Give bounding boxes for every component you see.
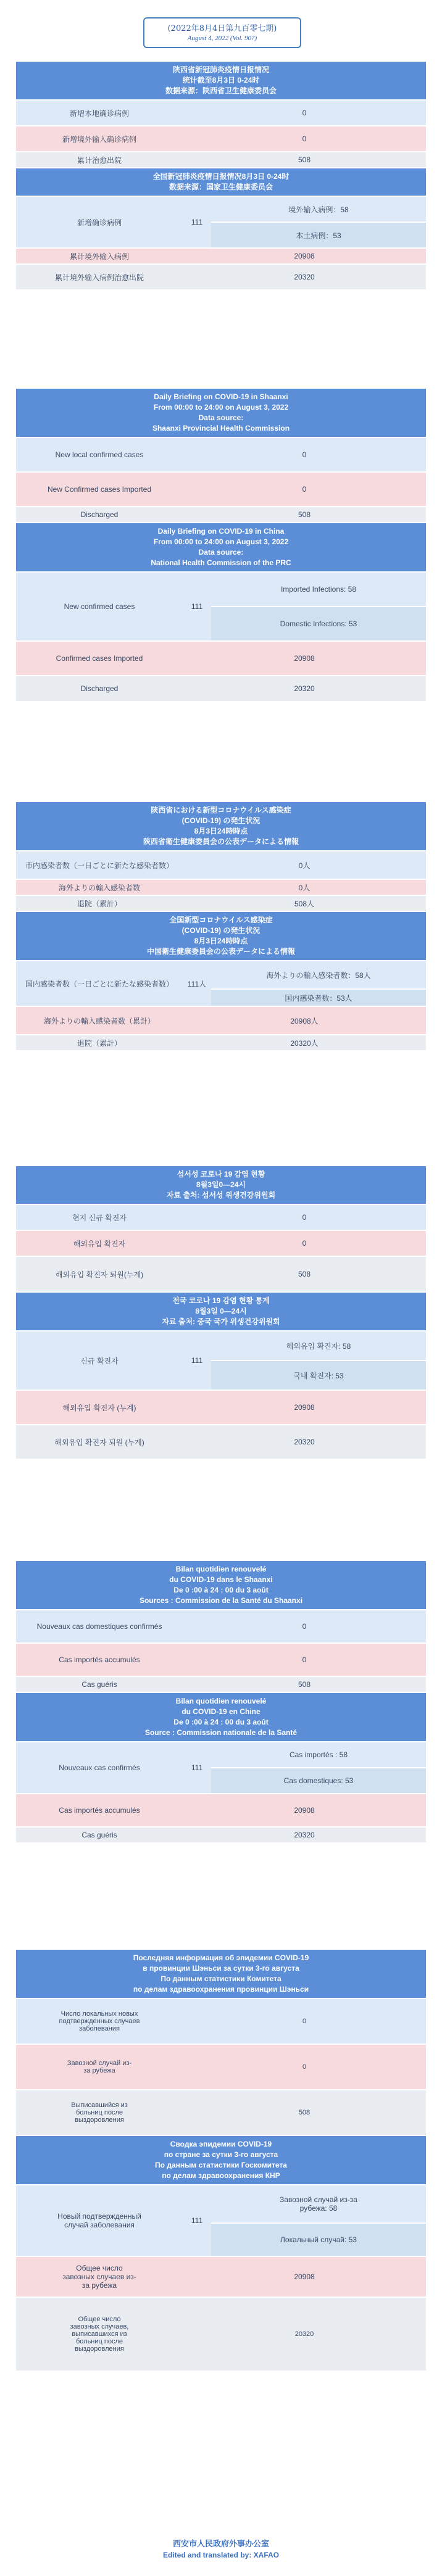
ru-china-table [16, 2184, 426, 2372]
ja-china-table [16, 960, 426, 1051]
section-russian [16, 1950, 426, 2372]
ko-shaanxi-header: 섬서성 코로나 19 감염 현황 8월3일0—24시 자료 출처: 섬서성 위생건강위원회 [16, 1166, 426, 1204]
table-row: 해외유입 확진자 퇴원(누계) 508 [16, 1257, 426, 1291]
table-row: 현지 신규 확진자 0 [16, 1205, 426, 1230]
table-row: 신규 확진자 111 해외유입 확진자: 58 [16, 1331, 426, 1360]
table-row: 新增本地确诊病例 0 [16, 101, 426, 125]
table-row: Общее число завозных случаев, выписавшихся из больниц после выздоровления 20320 [16, 2298, 426, 2371]
fr-china-header: Bilan quotidien renouvelé du COVID-19 en Chine De 0 :00 à 24 : 00 du 3 août Source : Commission nationale de la Santé [16, 1693, 426, 1741]
en-china-table [16, 571, 426, 702]
table-row: Cas importés accumulés 0 [16, 1644, 426, 1676]
date-box [143, 17, 301, 48]
zh-china-header: 全国新冠肺炎疫情日报情况8月3日 0-24时 数据来源：国家卫生健康委员会 [16, 168, 426, 196]
fr-shaanxi-table [16, 1609, 426, 1693]
table-row: Domestic Infections: 53 [16, 607, 426, 640]
en-shaanxi-header: Daily Briefing on COVID-19 in Shaanxi From 00:00 to 24:00 on August 3, 2022 Data source: Shaanxi Provincial Health Commission [16, 389, 426, 437]
date-english: August 4, 2022 (Vol. 907) [187, 35, 257, 42]
table-row: New confirmed cases 111 Imported Infections: 58 [16, 573, 426, 606]
table-row: 新增境外输入确诊病例 0 [16, 126, 426, 151]
table-row: New local confirmed cases 0 [16, 438, 426, 471]
ru-shaanxi-header: Последняя информация об эпидемии COVID-19 в провинции Шэньси за сутки 3-го августа По данным статистики Комитета по делам здравоохранения провинции Шэньси [16, 1950, 426, 1998]
section-japanese [16, 802, 426, 1051]
table-row: 累计境外输入病例 20908 [16, 249, 426, 263]
table-row: Cas importés accumulés 20908 [16, 1794, 426, 1826]
table-row: Cas domestiques: 53 [16, 1768, 426, 1793]
table-row: 市内感染者数（一日ごとに新たな感染者数） 0人 [16, 851, 426, 879]
table-row: 本土病例：53 [16, 223, 426, 247]
table-row: Discharged 508 [16, 507, 426, 522]
table-row: 국내 확진자: 53 [16, 1361, 426, 1389]
table-row: 累计境外输入病例治愈出院 20320 [16, 265, 426, 289]
table-row: Выписавшийся из больниц после выздоровления 508 [16, 2090, 426, 2135]
ja-china-header: 全国新型コロナウイルス感染症 (COVID-19) の発生状況 8月3日24時時点 中国衛生健康委員会の公表データによる情報 [16, 912, 426, 960]
table-row: 해외유입 확진자 퇴원 (누계) 20320 [16, 1425, 426, 1459]
section-english [16, 389, 426, 702]
ru-shaanxi-table [16, 1998, 426, 2136]
table-row: 国内感染者数（一日ごとに新たな感染者数） 111人 海外よりの輸入感染者数：58人 [16, 961, 426, 988]
section-french [16, 1561, 426, 1844]
table-row: New Confirmed cases Imported 0 [16, 473, 426, 506]
table-row: Cas guéris 508 [16, 1677, 426, 1692]
zh-shaanxi-header: 陕西省新冠肺炎疫情日报情况 统计截至8月3日 0-24时 数据来源：陕西省卫生健康委员会 [16, 62, 426, 99]
table-row: 退院（累計） 508人 [16, 896, 426, 911]
zh-china-table [16, 196, 426, 291]
en-shaanxi-table [16, 437, 426, 523]
table-row: Число локальных новых подтвержденных случаев заболевания 0 [16, 1999, 426, 2044]
section-korean [16, 1166, 426, 1460]
ko-china-table [16, 1330, 426, 1460]
ja-shaanxi-header: 陝西省における新型コロナウイルス感染症 (COVID-19) の発生状況 8月3日24時時点 陝西省衛生健康委員会の公表データによる情報 [16, 802, 426, 850]
table-row: 累计治愈出院 508 [16, 152, 426, 167]
table-row: Nouveaux cas domestiques confirmés 0 [16, 1610, 426, 1642]
table-row: 退院（累計） 20320人 [16, 1035, 426, 1050]
table-row: 해외유입 확진자 0 [16, 1231, 426, 1256]
table-row: Nouveaux cas confirmés 111 Cas importés : 58 [16, 1742, 426, 1767]
fr-china-table [16, 1741, 426, 1844]
table-row: Локальный случай: 53 [16, 2224, 426, 2256]
table-row: Новый подтвержденный случай заболевания 111 Завозной случай из-за рубежа: 58 [16, 2185, 426, 2222]
fr-shaanxi-header: Bilan quotidien renouvelé du COVID-19 dans le Shaanxi De 0 :00 à 24 : 00 du 3 août Sources : Commission de la Santé du Shaanxi [16, 1561, 426, 1609]
section-chinese [16, 62, 426, 291]
table-row: Discharged 20320 [16, 676, 426, 701]
footer [0, 2537, 442, 2559]
table-row: Завозной случай из-за рубежа 0 [16, 2045, 426, 2089]
table-row: 해외유입 확진자 (누계) 20908 [16, 1391, 426, 1424]
table-row: Общее число завозных случаев из-за рубежа 20908 [16, 2257, 426, 2296]
zh-shaanxi-table [16, 99, 426, 168]
footer-office: 西安市人民政府外事办公室 [172, 2540, 269, 2549]
ko-china-header: 전국 코로나 19 감염 현황 통계 8월3일 0—24시 자료 출처: 중국 국가 위생건강위원회 [16, 1293, 426, 1330]
date-chinese: (2022年8月4日第九百零七期) [167, 24, 277, 33]
table-row: Confirmed cases Imported 20908 [16, 642, 426, 675]
ja-shaanxi-table [16, 850, 426, 912]
table-row: 新增确诊病例 111 境外输入病例：58 [16, 197, 426, 222]
footer-credit: Edited and translated by: XAFAO [162, 2551, 280, 2559]
table-row: 海外よりの輸入感染者数（累計） 20908人 [16, 1007, 426, 1034]
table-row: Cas guéris 20320 [16, 1828, 426, 1842]
ko-shaanxi-table [16, 1204, 426, 1293]
en-china-header: Daily Briefing on COVID-19 in China From 00:00 to 24:00 on August 3, 2022 Data source: National Health Commission of the PRC [16, 523, 426, 571]
table-row: 海外よりの輸入感染者数 0人 [16, 880, 426, 895]
table-row: 国内感染者数：53人 [16, 990, 426, 1006]
ru-china-header: Сводка эпидемии COVID-19 по стране за сутки 3-го августа По данным статистики Госкомитета по делам здравоохранения КНР [16, 2136, 426, 2184]
